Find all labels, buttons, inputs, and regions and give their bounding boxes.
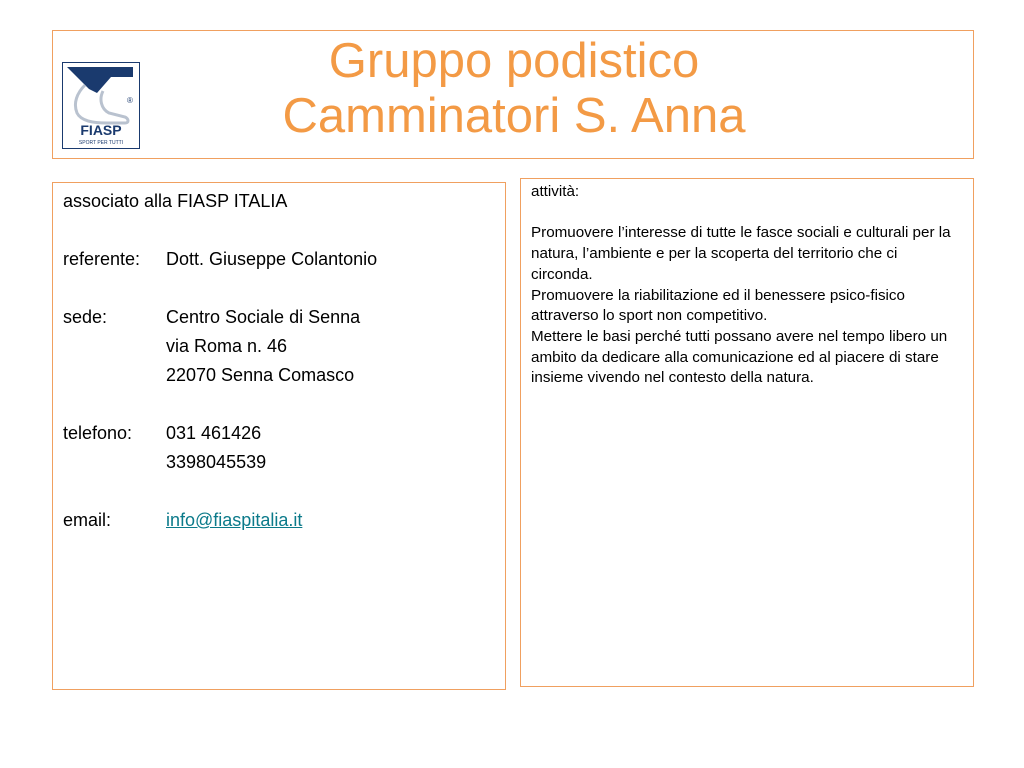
activities-panel (520, 178, 974, 687)
referente-value: Dott. Giuseppe Colantonio (166, 249, 378, 269)
activities-heading: attività: (531, 183, 580, 200)
contact-info-panel (52, 182, 506, 690)
associated-line: associato alla FIASP ITALIA (63, 191, 288, 211)
title-line-2: Camminatori S. Anna (282, 89, 746, 143)
contact-info (63, 187, 377, 535)
activity-paragraph: Mettere le basi perché tutti possano avere nel tempo libero un ambito da dedicare alla comunicazione ed al piacere di stare insieme vivendo nel contesto della natura. (531, 327, 948, 387)
logo-tagline: SPORT PER TUTTI (78, 140, 124, 146)
sede-row (63, 303, 377, 332)
referente-label: referente: (63, 249, 141, 269)
telefono-line-2: 3398045539 (166, 452, 267, 472)
email-row (63, 506, 377, 535)
sede-line-1: Centro Sociale di Senna (166, 307, 361, 327)
activity-paragraph: Promuovere la riabilitazione ed il benessere psico-fisico attraverso lo sport non competitivo. (531, 286, 905, 325)
title-line-1: Gruppo podistico (328, 34, 700, 88)
logo-text: FIASP (80, 122, 122, 138)
registered-mark: ® (127, 96, 133, 105)
telefono-label: telefono: (63, 423, 133, 443)
sede-label: sede: (63, 307, 108, 327)
email-link[interactable]: info@fiaspitalia.it (166, 510, 303, 530)
sede-line-3: 22070 Senna Comasco (166, 365, 355, 385)
telefono-line-1: 031 461426 (166, 423, 262, 443)
sede-line-2: via Roma n. 46 (166, 336, 288, 356)
header-panel (52, 30, 974, 159)
activity-paragraph: Promuovere l’interesse di tutte le fasce sociali e culturali per la natura, l’ambiente e per la scoperta del territorio che ci circonda. (531, 224, 951, 283)
telefono-row (63, 419, 377, 448)
page-title (53, 34, 975, 144)
email-label: email: (63, 510, 112, 530)
referente-row (63, 245, 377, 274)
activities-text (531, 182, 963, 389)
